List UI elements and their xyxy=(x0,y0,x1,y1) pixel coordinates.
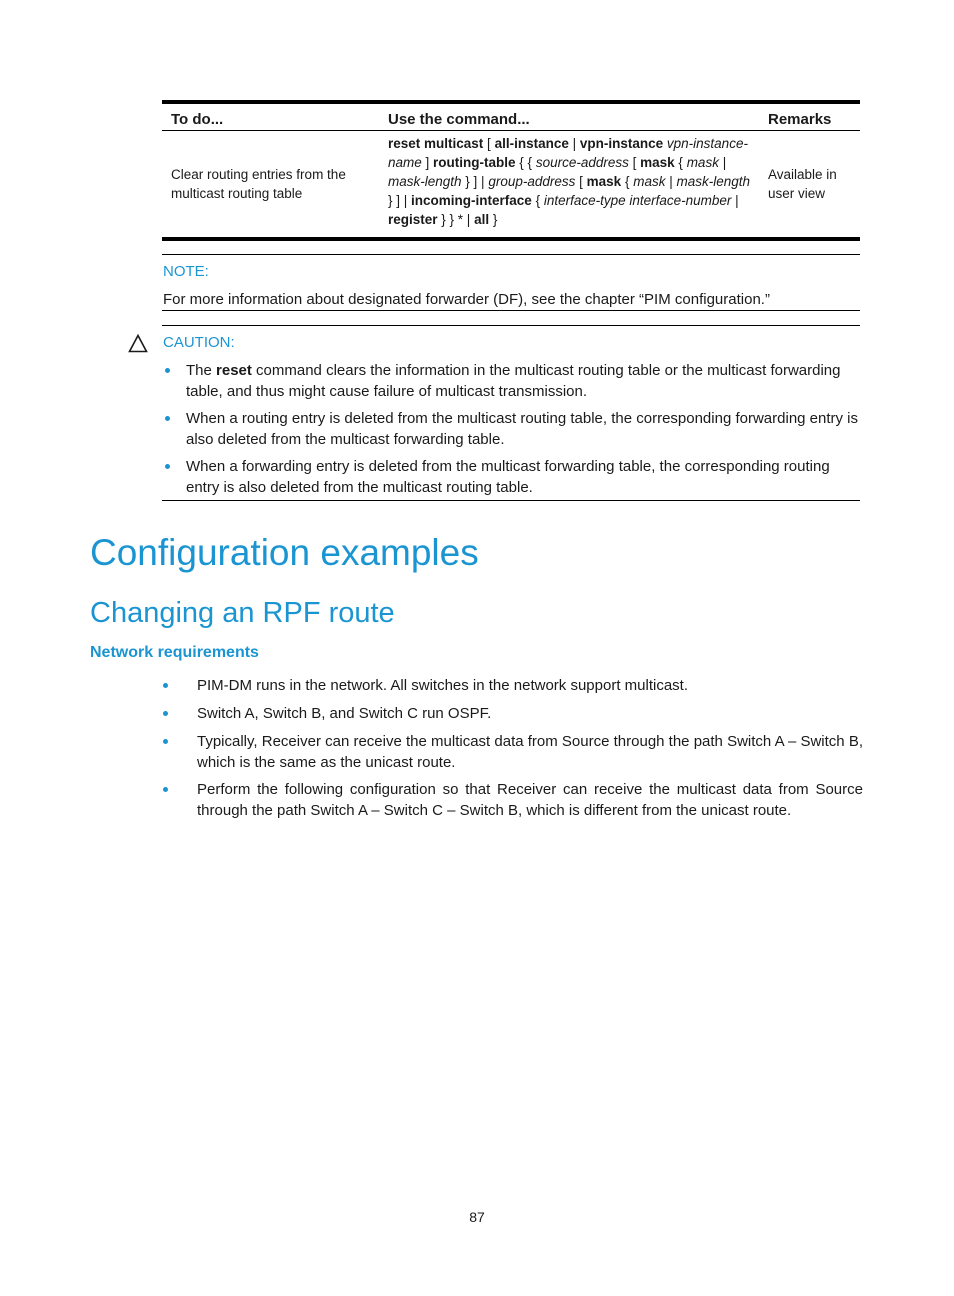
command-token: mask xyxy=(633,174,666,189)
header-remarks: Remarks xyxy=(768,111,832,128)
bullet-icon xyxy=(163,711,168,716)
command-token: { xyxy=(531,193,544,208)
bullet-icon xyxy=(163,739,168,744)
header-todo: To do... xyxy=(171,111,224,128)
command-token: [ xyxy=(575,174,587,189)
caution-top-rule xyxy=(162,325,860,326)
command-token: } } * | xyxy=(437,212,475,227)
list-item: Switch A, Switch B, and Switch C run OSPF. xyxy=(197,703,863,724)
command-token: } ] | xyxy=(388,193,412,208)
list-item: When a routing entry is deleted from the multicast routing table, the corresponding forwarding entry is also deleted from the multicast forwarding table. xyxy=(186,408,861,450)
command-token: incoming-interface xyxy=(411,193,532,208)
command-token: { { xyxy=(515,155,536,170)
list-item: When a forwarding entry is deleted from the multicast forwarding table, the corresponding routing entry is also deleted from the multicast routing table. xyxy=(186,456,861,498)
note-text: For more information about designated forwarder (DF), see the chapter “PIM configuration.” xyxy=(163,291,770,308)
bullet-icon xyxy=(165,416,170,421)
table-row xyxy=(162,131,860,237)
command-token: vpn-instance-name xyxy=(388,136,748,170)
bullet-icon xyxy=(165,368,170,373)
cell-todo: Clear routing entries from the multicast routing table xyxy=(171,167,346,201)
command-token: group-address xyxy=(488,174,576,189)
bullet-icon xyxy=(163,787,168,792)
note-label: NOTE: xyxy=(163,263,209,280)
command-token: } xyxy=(489,212,498,227)
caution-label: CAUTION: xyxy=(163,334,235,351)
page-number: 87 xyxy=(469,1209,485,1225)
command-token: [ xyxy=(628,155,641,170)
command-table xyxy=(162,100,860,241)
note-bottom-rule xyxy=(162,310,860,311)
section-heading: Configuration examples xyxy=(90,532,479,573)
caution-list xyxy=(186,360,861,504)
header-command: Use the command... xyxy=(388,111,530,128)
command-token: interface-type interface-number xyxy=(543,193,732,208)
subsubsection-heading: Network requirements xyxy=(90,644,259,661)
reset-keyword: reset xyxy=(216,362,252,379)
command-token: mask-length xyxy=(676,174,751,189)
command-token: [ xyxy=(483,136,495,151)
note-top-rule xyxy=(162,254,860,255)
command-token: reset multicast xyxy=(388,136,484,151)
list-item: Perform the following configuration so that Receiver can receive the multicast data from Source through the path Switch A – Switch C – Switch B, which is different from the unicast route. xyxy=(197,779,863,821)
cell-remarks: Available in user view xyxy=(768,167,837,201)
command-token: routing-table xyxy=(433,155,516,170)
table-bottom-rule xyxy=(162,237,860,241)
command-token: { xyxy=(674,155,687,170)
command-token: mask xyxy=(686,155,719,170)
command-token: source-address xyxy=(535,155,629,170)
command-token: | xyxy=(731,193,739,208)
command-token: | xyxy=(665,174,677,189)
command-token: } ] | xyxy=(461,174,489,189)
command-token: mask-length xyxy=(388,174,462,189)
bullet-icon xyxy=(163,683,168,688)
command-token: all xyxy=(474,212,490,227)
list-item: PIM-DM runs in the network. All switches in the network support multicast. xyxy=(197,675,863,696)
subsection-heading: Changing an RPF route xyxy=(90,597,395,629)
caution-bottom-rule xyxy=(162,500,860,501)
command-token: mask xyxy=(640,155,675,170)
command-token: all-instance xyxy=(494,136,569,151)
list-item: The reset command clears the information in the multicast routing table or the multicast forwarding table, and thus might cause failure of multicast transmission. xyxy=(186,360,861,402)
cell-command xyxy=(388,134,758,229)
command-token: | xyxy=(568,136,580,151)
table-header-row xyxy=(162,104,860,131)
command-token: | xyxy=(718,155,727,170)
command-token: mask xyxy=(586,174,622,189)
command-token: vpn-instance xyxy=(579,136,664,151)
list-item: Typically, Receiver can receive the multicast data from Source through the path Switch A – Switch B, which is the same as the unicast route. xyxy=(197,731,863,773)
bullet-icon xyxy=(165,464,170,469)
command-token: ] xyxy=(421,155,434,170)
caution-triangle-icon xyxy=(128,334,148,353)
command-token: { xyxy=(621,174,634,189)
command-token: register xyxy=(388,212,438,227)
requirements-list xyxy=(197,675,863,827)
